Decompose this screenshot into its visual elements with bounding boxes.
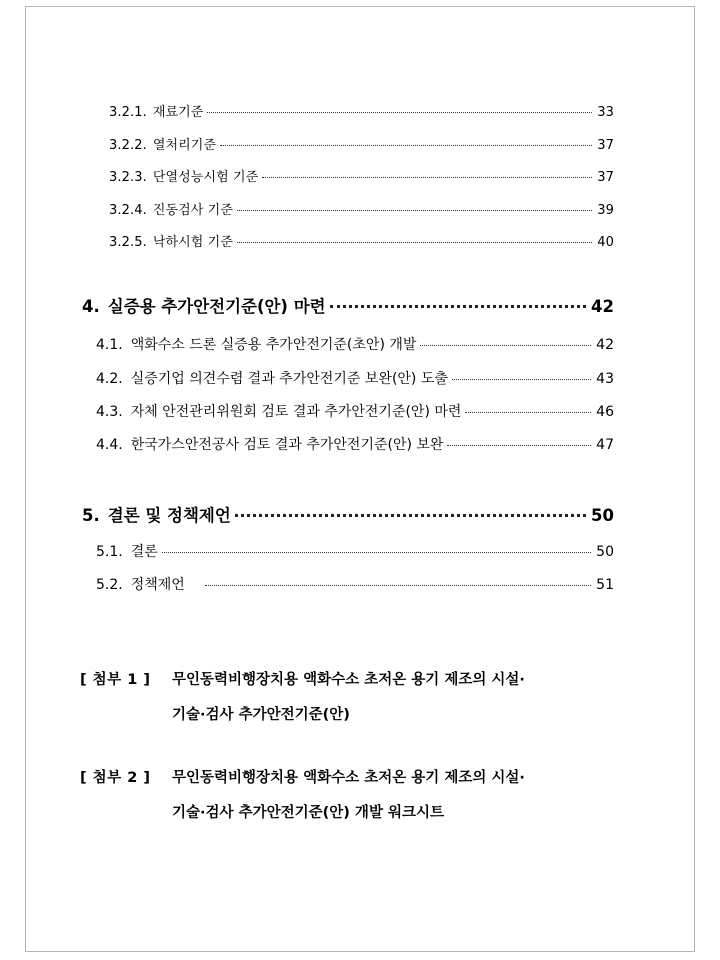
toc-entry-number: 4.3. (96, 404, 123, 420)
toc-entry-page: 43 (596, 371, 614, 387)
toc-section-title: 결론 및 정책제언 (107, 506, 231, 525)
dot-leader (447, 445, 591, 446)
toc-entry-3-2-1[interactable] (109, 101, 614, 120)
toc-entry-title: 액화수소 드론 실증용 추가안전기준(초안) 개발 (130, 337, 417, 353)
attachment-title-line1: 무인동력비행장치용 액화수소 초저온 용기 제조의 시설· (172, 770, 525, 786)
toc-section-4[interactable] (82, 293, 614, 317)
toc-entry-3-2-4[interactable] (109, 199, 614, 218)
dot-leader (330, 305, 586, 308)
toc-entry-3-2-2[interactable] (109, 134, 614, 153)
toc-entry-title: 정책제언 (130, 577, 185, 593)
attachment-title-line2: 기술·검사 추가안전기준(안) 개발 워크시트 (172, 805, 445, 821)
dot-leader (262, 177, 592, 178)
toc-entry-4-1[interactable] (96, 334, 614, 354)
toc-entry-number: 5.2. (96, 577, 123, 593)
attachment-title-line1: 무인동력비행장치용 액화수소 초저온 용기 제조의 시설· (172, 672, 525, 688)
toc-entry-number: 3.2.1. (109, 105, 147, 120)
dot-leader (452, 379, 591, 380)
toc-entry-page: 50 (596, 544, 614, 560)
toc-section-number: 4. (82, 297, 100, 316)
toc-entry-number: 3.2.4. (109, 203, 147, 218)
toc-section-title: 실증용 추가안전기준(안) 마련 (107, 297, 326, 316)
dot-leader (207, 112, 592, 113)
toc-entry-page: 46 (596, 404, 614, 420)
toc-entry-title: 실증기업 의견수렴 결과 추가안전기준 보완(안) 도출 (130, 371, 448, 387)
attachment-2[interactable] (80, 766, 620, 822)
attachment-label: [ 첨부 1 ] (80, 672, 151, 688)
dot-leader (162, 552, 591, 553)
toc-entry-title: 진동검사 기준 (152, 203, 233, 218)
toc-entry-page: 51 (596, 577, 614, 593)
toc-entry-page: 39 (597, 203, 614, 218)
toc-section-5[interactable] (82, 502, 614, 526)
toc-entry-3-2-5[interactable] (109, 231, 614, 250)
toc-entry-4-3[interactable] (96, 401, 614, 421)
toc-entry-5-2[interactable] (96, 574, 614, 594)
toc-entry-number: 4.2. (96, 371, 123, 387)
toc-entry-number: 4.4. (96, 437, 123, 453)
toc-entry-page: 42 (596, 337, 614, 353)
dot-leader (465, 412, 591, 413)
toc-entry-number: 3.2.2. (109, 138, 147, 153)
attachment-1[interactable] (80, 668, 620, 724)
attachment-label: [ 첨부 2 ] (80, 770, 151, 786)
dot-leader (237, 242, 592, 243)
toc-section-number: 5. (82, 506, 100, 525)
toc-entry-title: 결론 (130, 544, 158, 560)
toc-entry-page: 47 (596, 437, 614, 453)
dot-leader (420, 345, 591, 346)
toc-entry-title: 낙하시험 기준 (152, 235, 233, 250)
dot-leader (220, 145, 592, 146)
toc-entry-3-2-3[interactable] (109, 166, 614, 185)
toc-entry-number: 3.2.3. (109, 170, 147, 185)
toc-entry-4-4[interactable] (96, 434, 614, 454)
toc-entry-4-2[interactable] (96, 368, 614, 388)
toc-entry-5-1[interactable] (96, 541, 614, 561)
toc-entry-title: 자체 안전관리위원회 검토 결과 추가안전기준(안) 마련 (130, 404, 462, 420)
toc-entry-page: 40 (597, 235, 614, 250)
toc-entry-page: 33 (597, 105, 614, 120)
toc-entry-number: 4.1. (96, 337, 123, 353)
toc-entry-number: 3.2.5. (109, 235, 147, 250)
toc-entry-title: 한국가스안전공사 검토 결과 추가안전기준(안) 보완 (130, 437, 444, 453)
toc-entry-title: 단열성능시험 기준 (152, 170, 259, 185)
attachment-title-line2: 기술·검사 추가안전기준(안) (172, 707, 350, 723)
toc-entry-page: 37 (597, 138, 614, 153)
toc-section-page: 50 (591, 506, 614, 525)
dot-leader (237, 210, 592, 211)
dot-leader (205, 585, 591, 586)
toc-entry-title: 열처리기준 (152, 138, 217, 153)
toc-section-page: 42 (591, 297, 614, 316)
toc-entry-page: 37 (597, 170, 614, 185)
toc-entry-number: 5.1. (96, 544, 123, 560)
toc-entry-title: 재료기준 (152, 105, 204, 120)
dot-leader (235, 514, 586, 517)
